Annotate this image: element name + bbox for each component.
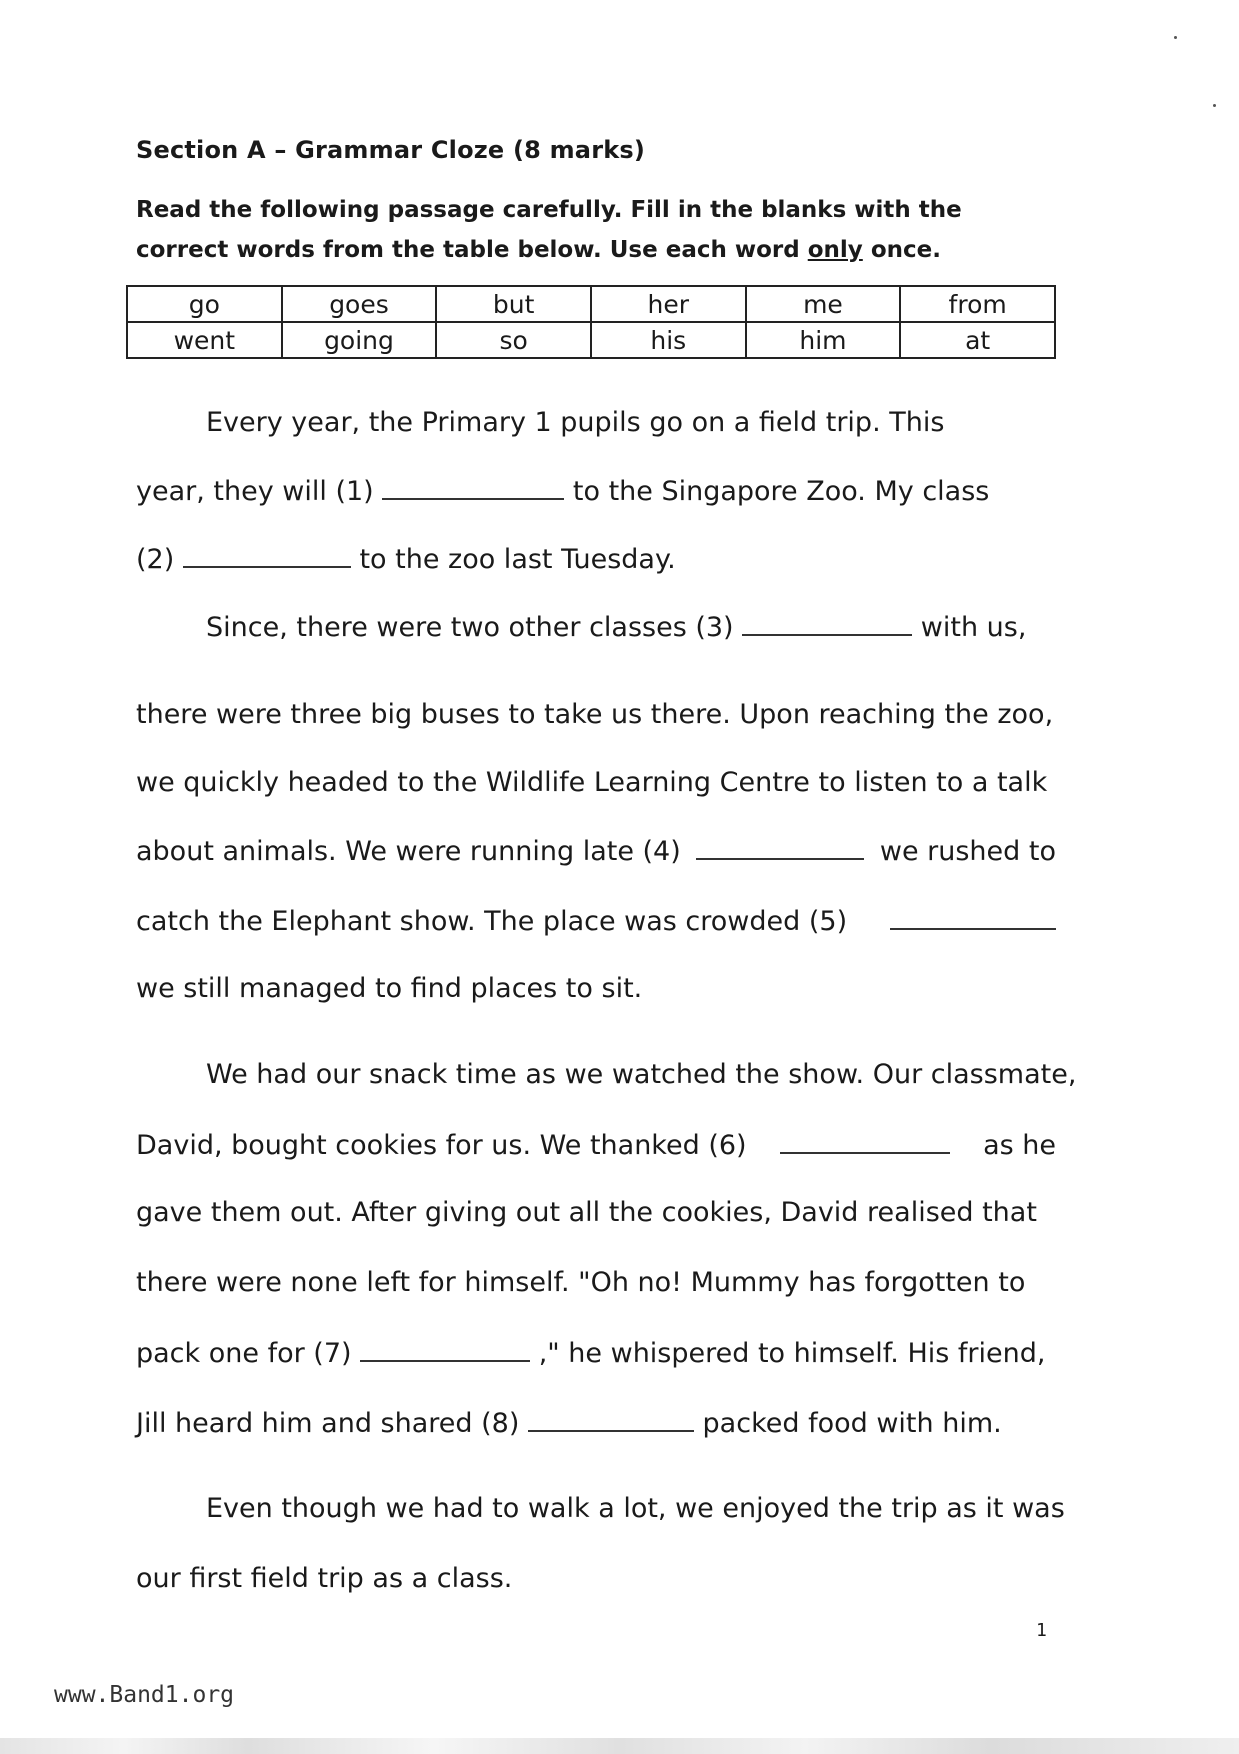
scan-edge [0,1738,1239,1754]
word-bank-row-1 [127,286,1055,322]
word-bank-table [126,285,1056,359]
passage-line [136,1130,1056,1161]
blank-1[interactable] [382,476,564,500]
section-title: Section A – Grammar Cloze (8 marks) [136,136,646,164]
word-cell: going [282,322,437,358]
passage-text: year, they will (1) [136,476,374,507]
passage-text: to the Singapore Zoo. My class [572,476,990,507]
word-cell: her [591,286,746,322]
blank-8[interactable] [528,1408,694,1432]
passage-line [136,906,1056,937]
instructions-line-1: Read the following passage carefully. Fill in the blanks with the [136,197,962,223]
word-cell: goes [282,286,437,322]
passage-line [136,1408,1056,1439]
word-cell: me [746,286,901,322]
blank-6[interactable] [780,1130,950,1154]
passage-text: packed food with him. [702,1408,1002,1439]
scan-speck [1213,104,1216,107]
passage-text: pack one for (7) [136,1338,352,1369]
blank-3[interactable] [742,612,912,636]
instructions-emphasis: only [807,237,863,263]
passage-text: Since, there were two other classes (3) [206,612,734,643]
passage-line [136,1338,1056,1369]
word-cell: him [746,322,901,358]
word-cell: so [436,322,591,358]
passage-line: we quickly headed to the Wildlife Learning Centre to listen to a talk [136,767,1048,798]
passage-text: David, bought cookies for us. We thanked (6) [136,1130,747,1161]
passage-line [136,836,1056,867]
passage-line [136,612,1126,643]
word-bank-row-2 [127,322,1055,358]
instructions-line-2-end: once. [870,237,941,263]
passage-line: our first field trip as a class. [136,1563,513,1594]
page-number: 1 [1036,1620,1047,1641]
instructions [136,190,1076,270]
passage-line: Even though we had to walk a lot, we enjoyed the trip as it was [206,1493,1065,1524]
word-cell: go [127,286,282,322]
passage-line: We had our snack time as we watched the show. Our classmate, [206,1059,1077,1090]
word-cell: but [436,286,591,322]
blank-2[interactable] [183,544,351,568]
passage-text: with us, [920,612,1027,643]
passage-text: we rushed to [879,836,1056,867]
scan-speck [1174,36,1177,39]
passage-line: there were three big buses to take us there. Upon reaching the zoo, [136,699,1054,730]
passage-line: Every year, the Primary 1 pupils go on a field trip. This [206,407,945,438]
word-cell: went [127,322,282,358]
passage-line [136,544,1056,575]
passage-text: (2) [136,544,175,575]
passage-line: we still managed to find places to sit. [136,973,643,1004]
word-cell: from [900,286,1055,322]
blank-7[interactable] [360,1338,530,1362]
passage-text: as he [983,1130,1056,1161]
passage-line: gave them out. After giving out all the cookies, David realised that [136,1197,1037,1228]
instructions-line-2 [136,230,1076,270]
instructions-line-2-start: correct words from the table below. Use each word [136,237,800,263]
passage-text: to the zoo last Tuesday. [359,544,676,575]
passage-text: ," he whispered to himself. His friend, [538,1338,1046,1369]
footer-url: www.Band1.org [54,1682,235,1708]
blank-4[interactable] [696,836,864,860]
word-cell: at [900,322,1055,358]
passage-line: there were none left for himself. "Oh no! Mummy has forgotten to [136,1267,1026,1298]
word-cell: his [591,322,746,358]
blank-5[interactable] [890,906,1056,930]
passage-text: Jill heard him and shared (8) [136,1408,520,1439]
passage-text: about animals. We were running late (4) [136,836,681,867]
passage-line [136,476,1056,507]
passage-text: catch the Elephant show. The place was crowded (5) [136,906,848,937]
